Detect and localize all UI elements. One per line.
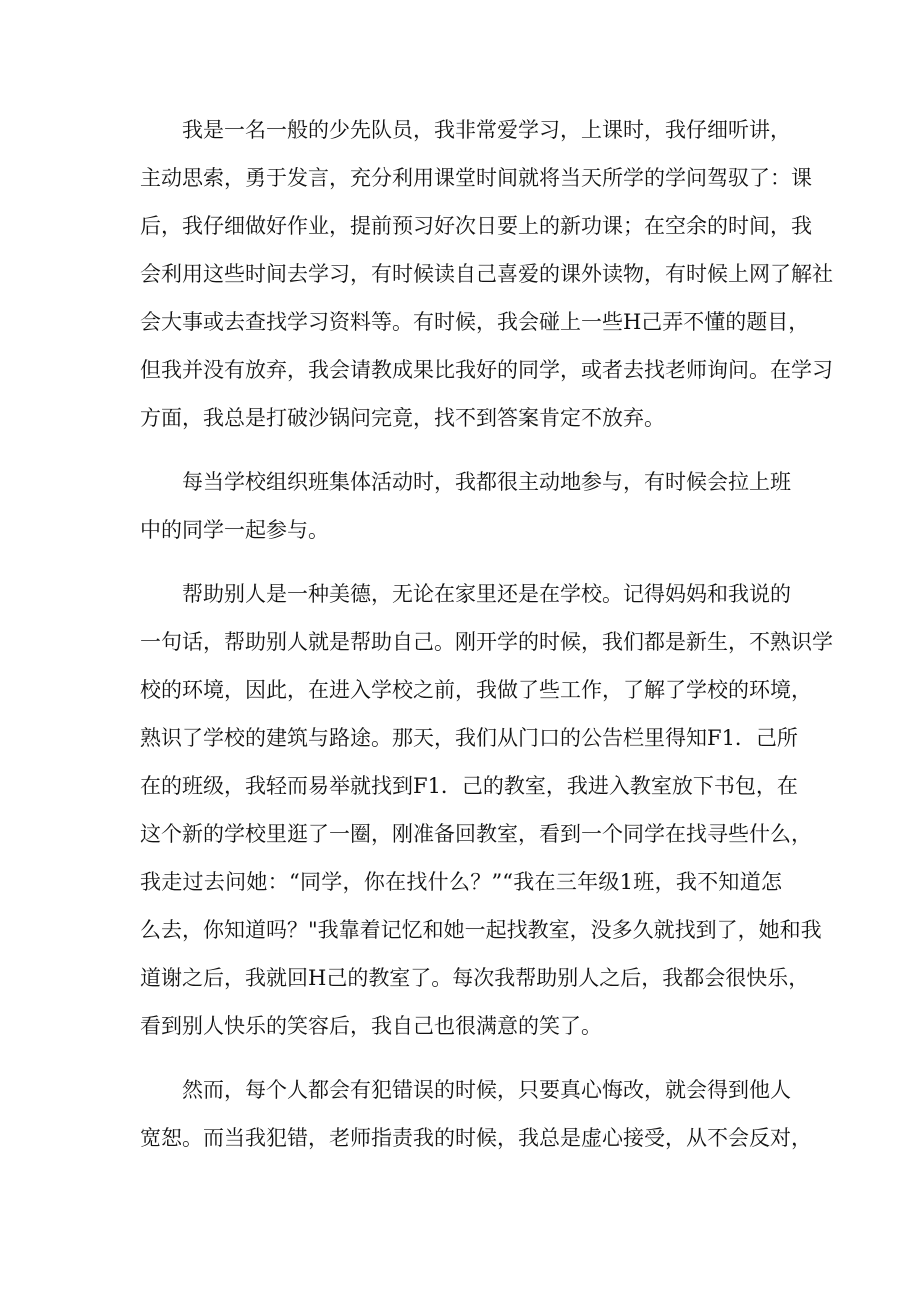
text-line: 然而，每个人都会有犯错误的时候，只要真心悔改，就会得到他人 (140, 1078, 791, 1102)
text-line: 方面，我总是打破沙锅问完竟，找不到答案肯定不放弃。 (140, 406, 665, 430)
text-line: 这个新的学校里逛了一圈，刚准备回教室，看到一个同学在找寻些什么， (140, 822, 812, 846)
text-line: 熟识了学校的建筑与路途。那天，我们从门口的公告栏里得知F1．己所 (140, 726, 798, 750)
text-line: 会大事或去查找学习资料等。有时候，我会碰上一些H己弄不懂的题目， (140, 310, 810, 334)
text-line: 帮助别人是一种美德，无论在家里还是在学校。记得妈妈和我说的 (140, 582, 791, 606)
text-line: 每当学校组织班集体活动时，我都很主动地参与，有时候会拉上班 (140, 470, 791, 494)
text-line: 一句话，帮助别人就是帮助自己。刚开学的时候，我们都是新生，不熟识学 (140, 630, 833, 654)
text-line: 我是一名一般的少先队员，我非常爱学习，上课时，我仔细听讲， (140, 118, 791, 142)
text-line: 中的同学一起参与。 (140, 518, 329, 542)
paragraph-2 (140, 458, 791, 554)
document-body (140, 106, 833, 1178)
text-line: 后，我仔细做好作业，提前预习好次日要上的新功课；在空余的时间，我 (140, 214, 812, 238)
text-line: 主动思索，勇于发言，充分利用课堂时间就将当天所学的学问驾驭了：课 (140, 166, 812, 190)
paragraph-1 (140, 106, 833, 442)
paragraph-3 (140, 570, 833, 1050)
text-line: 我走过去问她：“同学，你在找什么？”“我在三年级1班，我不知道怎 (140, 870, 782, 894)
text-line: 么去，你知道吗？"我靠着记忆和她一起找教室，没多久就找到了，她和我 (140, 918, 822, 942)
text-line: 但我并没有放弃，我会请教成果比我好的同学，或者去找老师询问。在学习 (140, 358, 833, 382)
text-line: 道谢之后，我就回H己的教室了。每次我帮助别人之后，我都会很快乐， (140, 966, 810, 990)
paragraph-4 (140, 1066, 812, 1162)
text-line: 在的班级，我轻而易举就找到F1．己的教室，我进入教室放下书包，在 (140, 774, 798, 798)
text-line: 看到别人快乐的笑容后，我自己也很满意的笑了。 (140, 1014, 602, 1038)
text-line: 会利用这些时间去学习，有时候读自己喜爱的课外读物，有时候上网了解社 (140, 262, 833, 286)
text-line: 宽恕。而当我犯错，老师指责我的时候，我总是虚心接受，从不会反对， (140, 1126, 812, 1150)
text-line: 校的环境，因此，在进入学校之前，我做了些工作，了解了学校的环境， (140, 678, 812, 702)
